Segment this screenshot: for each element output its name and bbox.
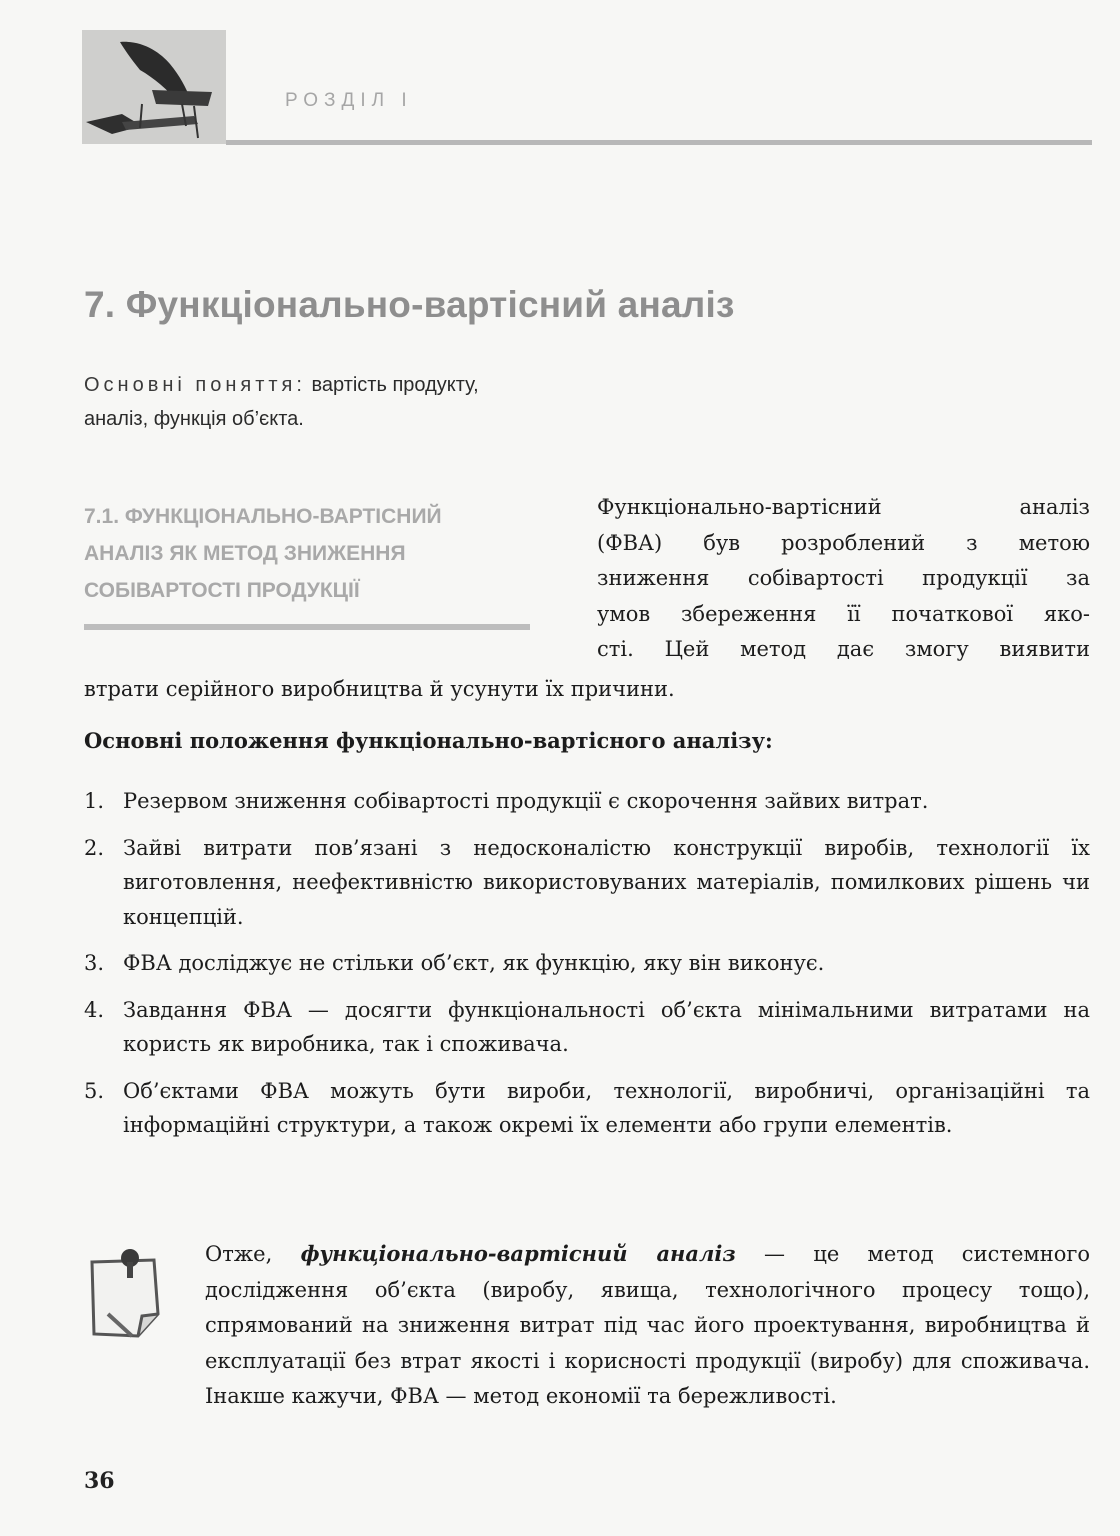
key-concepts	[84, 368, 604, 436]
intro-line-3: зниження собівартості продукції за	[597, 566, 1090, 590]
list-item-text: Зайві витрати пов’язані з недосконалістю конструкції виробів, технології їх виготовлення, неефективністю використовуваних матеріалів, помилкових рішень чи концепцій.	[123, 835, 1090, 929]
key-concepts-text-1: вартість продукту,	[311, 374, 479, 396]
list-item	[84, 993, 1090, 1062]
list-item	[84, 1074, 1090, 1143]
list-item-number: 3.	[84, 951, 105, 975]
list-item-text: Резервом зниження собівартості продукції є скорочення зайвих витрат.	[123, 789, 929, 813]
subsection-title	[84, 498, 544, 609]
definition-prefix: Отже,	[205, 1242, 301, 1266]
key-concepts-label: Основні поняття:	[84, 374, 306, 396]
principles-list	[84, 784, 1090, 1155]
list-item-number: 2.	[84, 835, 105, 860]
intro-paragraph	[597, 490, 1090, 668]
list-item-number: 5.	[84, 1078, 105, 1103]
flying-machine-illustration	[82, 30, 226, 144]
subsection-title-line-1: 7.1. ФУНКЦІОНАЛЬНО-ВАРТІСНИЙ	[84, 505, 442, 528]
principles-heading: Основні положення функціонально-вартісного аналізу:	[84, 728, 773, 753]
list-item-text: ФВА досліджує не стільки об’єкт, як функцію, яку він виконує.	[123, 951, 825, 975]
intro-line-1: Функціонально-вартісний аналіз	[597, 495, 1090, 519]
definition-body: — це метод системного дослідження об’єкта (виробу, явища, технологічного процесу тощо), спрямований на зниження витрат під час його проектування, виробництва й експлуатації без втрат якості і корисності продукції (виробу) для споживача. Інакше кажучи, ФВА — метод економії та бережливості.	[205, 1242, 1090, 1408]
chapter-title: 7. Функціонально-вартісний аналіз	[84, 284, 735, 325]
section-label: РОЗДІЛ І	[285, 90, 413, 111]
definition-term: функціонально-вартісний аналіз	[300, 1241, 736, 1266]
list-item	[84, 784, 1090, 819]
list-item-number: 1.	[84, 789, 105, 813]
flying-machine-icon	[82, 30, 226, 144]
intro-line-2: (ФВА) був розроблений з метою	[597, 530, 1090, 555]
list-item	[84, 946, 1090, 981]
subsection-title-line-3: СОБІВАРТОСТІ ПРОДУКЦІЇ	[84, 579, 360, 602]
subsection-title-line-2: АНАЛІЗ ЯК МЕТОД ЗНИЖЕННЯ	[84, 542, 406, 565]
pinned-note-icon	[84, 1244, 170, 1340]
key-concepts-text-2: аналіз, функція об’єкта.	[84, 408, 304, 430]
page-number: 36	[84, 1468, 115, 1494]
definition-paragraph	[205, 1236, 1090, 1415]
list-item-text: Об’єктами ФВА можуть бути вироби, технології, виробничі, організаційні та інформаційні структури, а також окремі їх елементи або групи елементів.	[123, 1078, 1090, 1137]
key-concepts-line-1	[84, 368, 604, 402]
intro-line-5: сті. Цей метод дає змогу виявити	[597, 637, 1090, 661]
intro-line-6: втрати серійного виробництва й усунути їх причини.	[84, 677, 675, 701]
header-divider	[226, 140, 1092, 145]
list-item-text: Завдання ФВА — досягти функціональності об’єкта мінімальними витратами на користь як виробника, так і споживача.	[123, 997, 1090, 1056]
list-item	[84, 831, 1090, 935]
intro-line-4: умов збереження її початкової яко-	[597, 601, 1090, 626]
list-item-number: 4.	[84, 997, 105, 1022]
subsection-divider	[84, 624, 530, 630]
